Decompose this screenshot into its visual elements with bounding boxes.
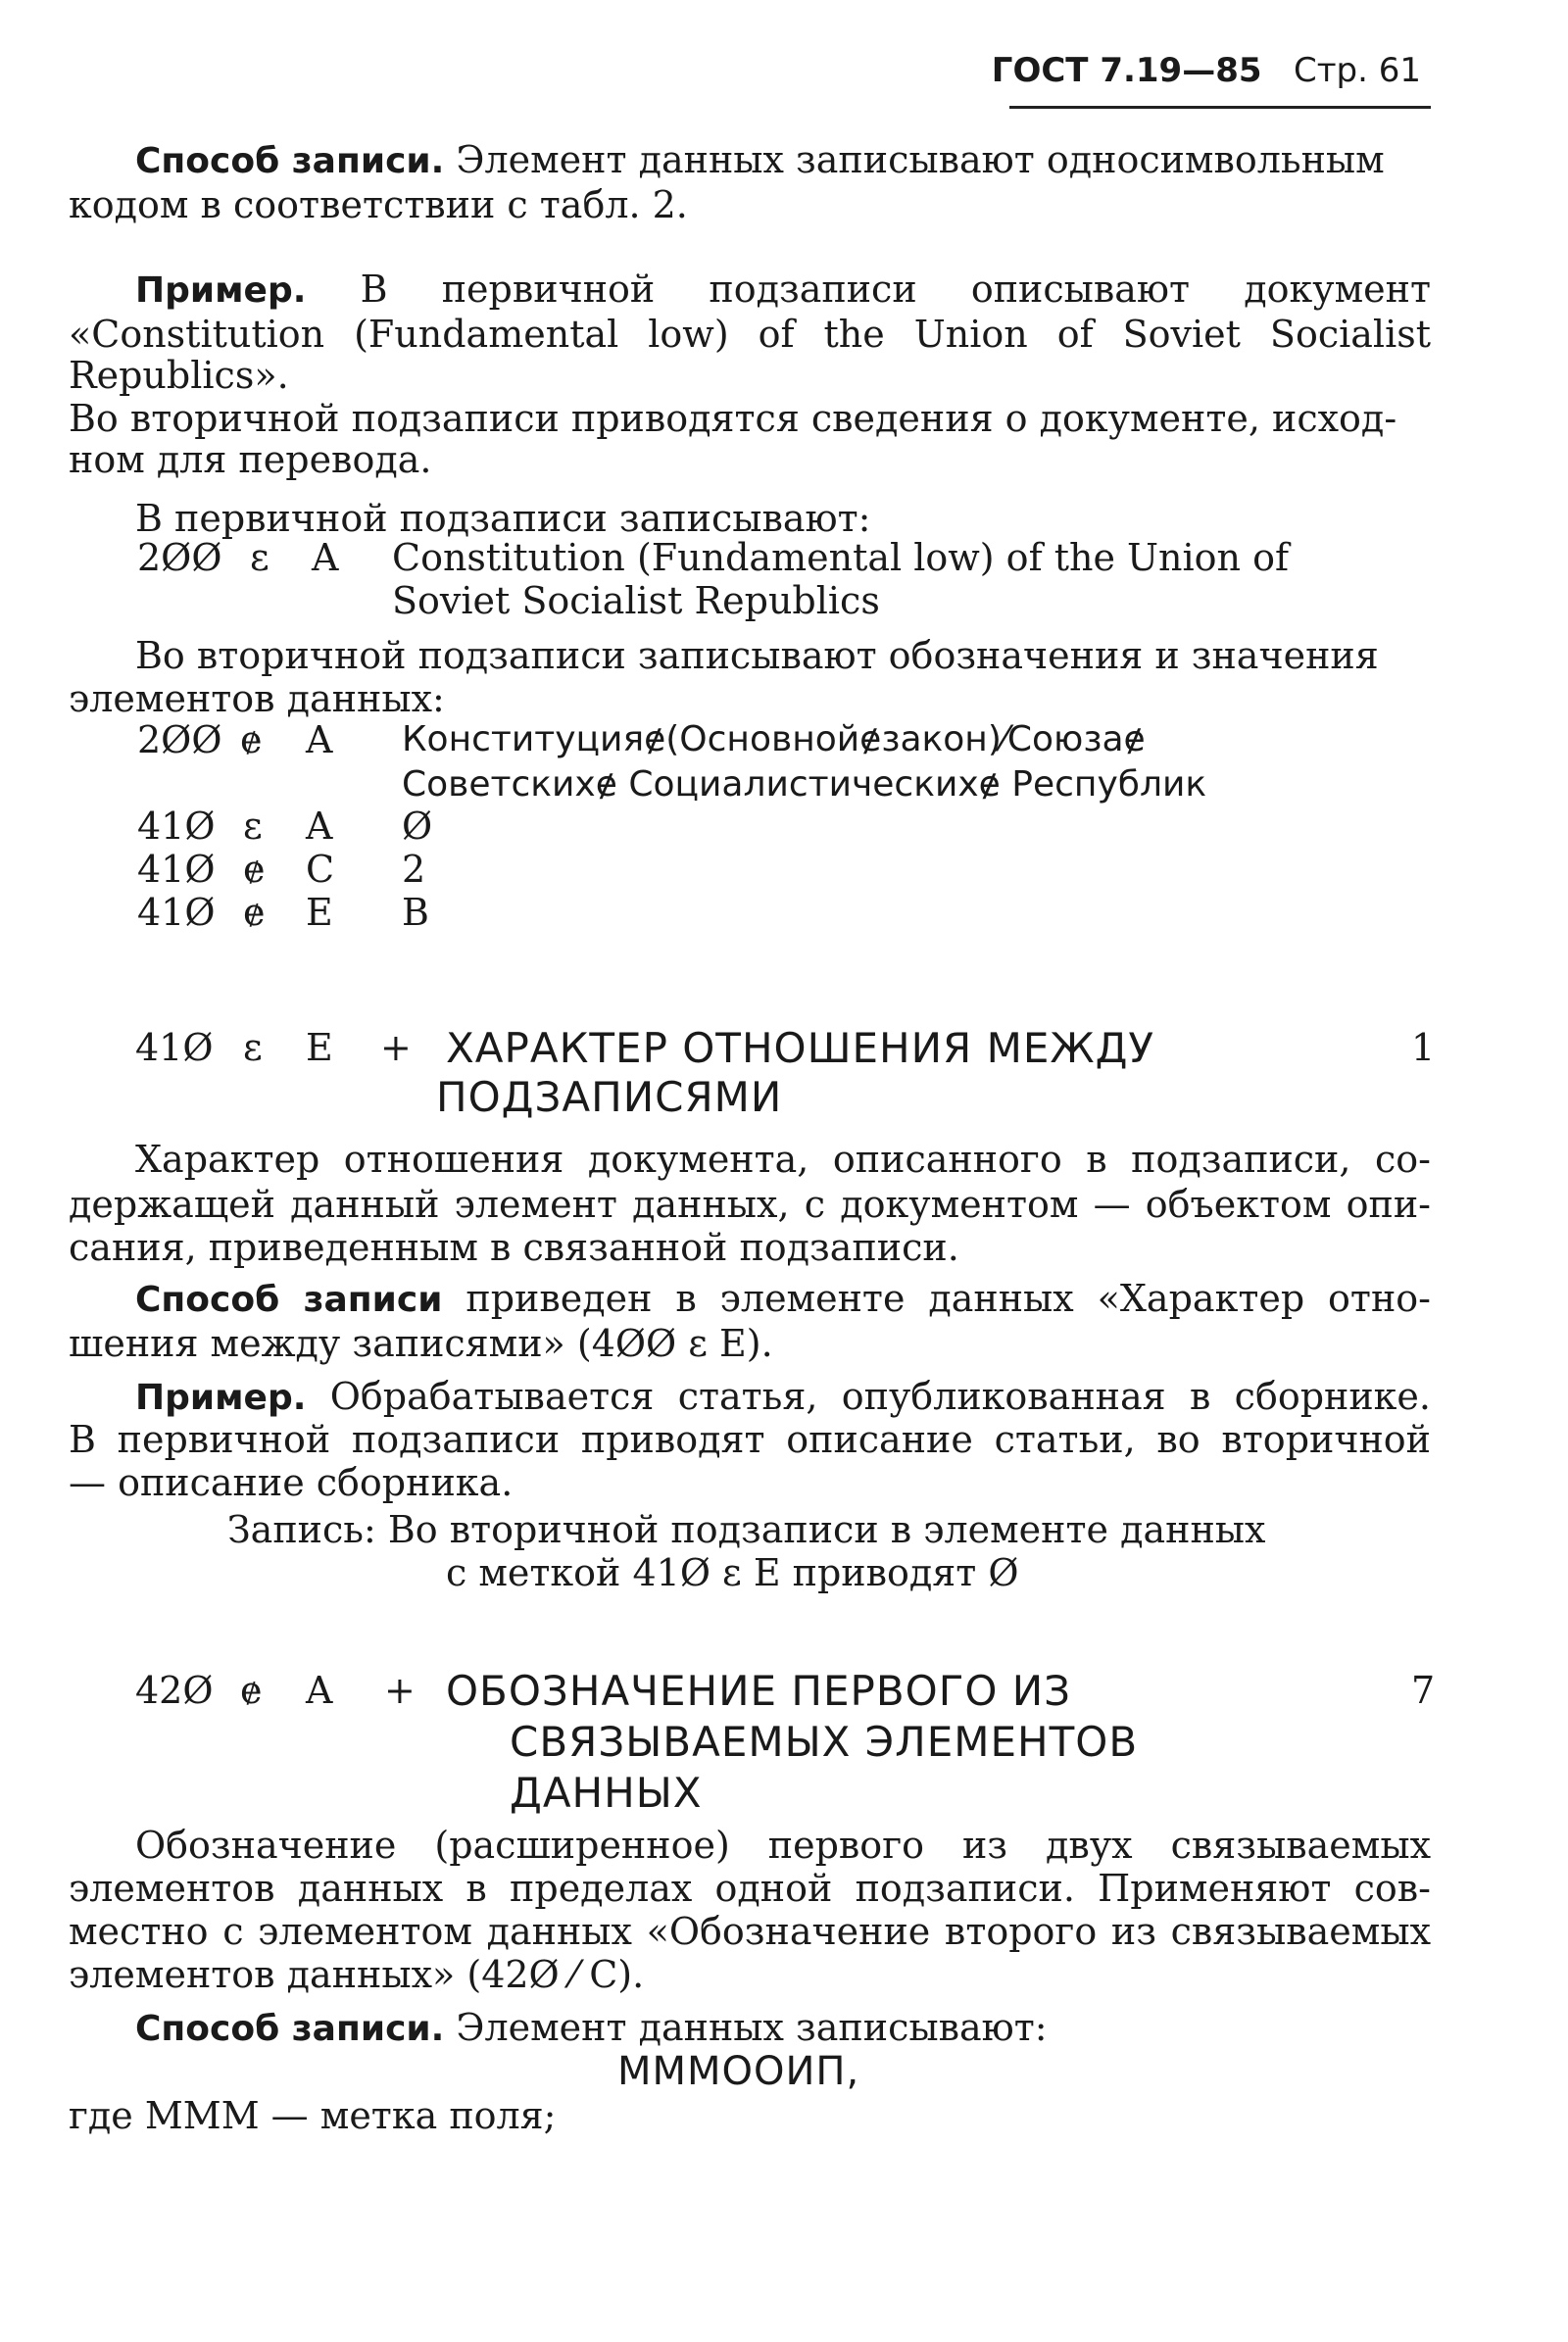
method-text: приведен в элементе данных «Характер отно- <box>442 1277 1431 1320</box>
section-1-example-line1 <box>69 1374 1431 1421</box>
section-2-description-line4: элементов данных» (42Ø ⁄ C). <box>69 1953 645 1996</box>
section-1-description-line2: держащей данный элемент данных, с документом — объектом опи- <box>69 1183 1431 1226</box>
section-title: ХАРАКТЕР ОТНОШЕНИЯ МЕЖДУ <box>446 1024 1155 1072</box>
row-code: A <box>306 718 333 761</box>
section-indicator: ɇ <box>240 1669 263 1712</box>
section-length: 7 <box>1411 1669 1436 1712</box>
method-paragraph-1 <box>69 137 1431 184</box>
section-code: A <box>306 1669 333 1712</box>
section-2-description-line3: местно с элементом данных «Обозначение второго из связываемых <box>69 1910 1431 1953</box>
section-length: 1 <box>1411 1026 1436 1069</box>
example-1-line7: Во вторичной подзаписи записывают обозначения и значения <box>135 634 1379 677</box>
bold-lead: Способ записи <box>135 1280 443 1320</box>
row-code: E <box>306 891 333 934</box>
section-1-record-line2: с меткой 41Ø ɛ E приводят Ø <box>446 1551 1019 1594</box>
record-indicator: ɛ <box>250 536 270 579</box>
page-header <box>992 51 1421 90</box>
section-1-method-line1 <box>69 1276 1431 1323</box>
section-2-description-line2: элементов данных в пределах одной подзаписи. Применяют сов- <box>69 1867 1431 1910</box>
bold-lead: Пример. <box>135 1378 307 1418</box>
example-text: Обрабатывается статья, опубликованная в сборнике. <box>306 1375 1431 1418</box>
row-value: 2 <box>402 848 426 891</box>
section-1-example-line2: В первичной подзаписи приводят описание статьи, во вторичной <box>69 1418 1431 1461</box>
section-plus: + <box>384 1669 416 1712</box>
section-title-cont: ПОДЗАПИСЯМИ <box>436 1073 783 1121</box>
section-1-method-line2: шения между записями» (4ØØ ɛ E). <box>69 1322 773 1365</box>
row-value: Конституцияɇ(Основнойɇзакон)⁄Союзаɇ <box>402 719 1146 759</box>
record-value: Constitution (Fundamental low) of the Union of <box>392 536 1290 579</box>
section-1-description-line3: сания, приведенным в связанной подзаписи. <box>69 1226 959 1269</box>
example-1-line8: элементов данных: <box>69 677 445 720</box>
page-number: Стр. 61 <box>1293 51 1421 90</box>
record-tag: 2ØØ <box>137 536 222 579</box>
row-indicator: ɇ <box>243 891 266 934</box>
method-paragraph-1-line2: кодом в соответствии с табл. 2. <box>69 183 688 226</box>
row-code: C <box>306 848 335 891</box>
row-indicator: ɇ <box>240 718 263 761</box>
example-1-line6: В первичной подзаписи записывают: <box>135 497 871 540</box>
example-1-line1 <box>69 267 1431 314</box>
record-value-cont: Soviet Socialist Republics <box>392 579 880 622</box>
bold-lead: Способ записи. <box>135 141 445 181</box>
section-tag: 42Ø <box>135 1669 214 1712</box>
paragraph-text: Элемент данных записывают односимвольным <box>444 138 1385 181</box>
section-title-cont: СВЯЗЫВАЕМЫХ ЭЛЕМЕНТОВ <box>510 1718 1139 1766</box>
example-1-line5: ном для перевода. <box>69 438 432 481</box>
bold-lead: Способ записи. <box>135 2009 445 2049</box>
standard-number: ГОСТ 7.19—85 <box>991 51 1262 90</box>
row-code: A <box>306 805 333 848</box>
row-tag: 41Ø <box>137 848 216 891</box>
bold-lead: Пример. <box>135 270 307 311</box>
method-text: Элемент данных записывают: <box>444 2006 1048 2049</box>
section-code: E <box>306 1026 333 1069</box>
section-1-record-line1: Запись: Во вторичной подзаписи в элементе данных <box>227 1508 1266 1551</box>
row-tag: 41Ø <box>137 805 216 848</box>
field-label-explanation: где МММ — метка поля; <box>69 2094 557 2137</box>
example-1-line2: «Constitution (Fundamental low) of the Union of Soviet Socialist <box>69 313 1431 356</box>
section-2-description-line1: Обозначение (расширенное) первого из двух связываемых <box>135 1824 1431 1867</box>
row-value-cont: Советскихɇ Социалистическихɇ Республик <box>402 764 1207 805</box>
record-formula: ММMООИП, <box>617 2049 860 2094</box>
section-1-example-line3: — описание сборника. <box>69 1461 514 1504</box>
row-value: B <box>402 891 429 934</box>
section-tag: 41Ø <box>135 1026 214 1069</box>
row-indicator: ɛ <box>243 805 263 848</box>
section-plus: + <box>380 1026 412 1069</box>
section-title-cont: ДАННЫХ <box>510 1769 703 1817</box>
section-title: ОБОЗНАЧЕНИЕ ПЕРВОГО ИЗ <box>446 1667 1072 1715</box>
example-1-line3: Republics». <box>69 354 289 397</box>
row-indicator: ɇ <box>243 848 266 891</box>
section-1-description-line1: Характер отношения документа, описанного в подзаписи, со- <box>135 1138 1431 1181</box>
record-code: A <box>312 536 339 579</box>
section-2-method-line1 <box>69 2005 1431 2052</box>
row-tag: 41Ø <box>137 891 216 934</box>
example-1-line4: Во вторичной подзаписи приводятся сведения о документе, исход- <box>69 397 1397 440</box>
row-value: Ø <box>402 805 433 848</box>
header-rule <box>1009 106 1431 109</box>
row-tag: 2ØØ <box>137 718 222 761</box>
section-indicator: ɛ <box>243 1026 263 1069</box>
example-text: В первичной подзаписи описывают документ <box>306 268 1431 311</box>
